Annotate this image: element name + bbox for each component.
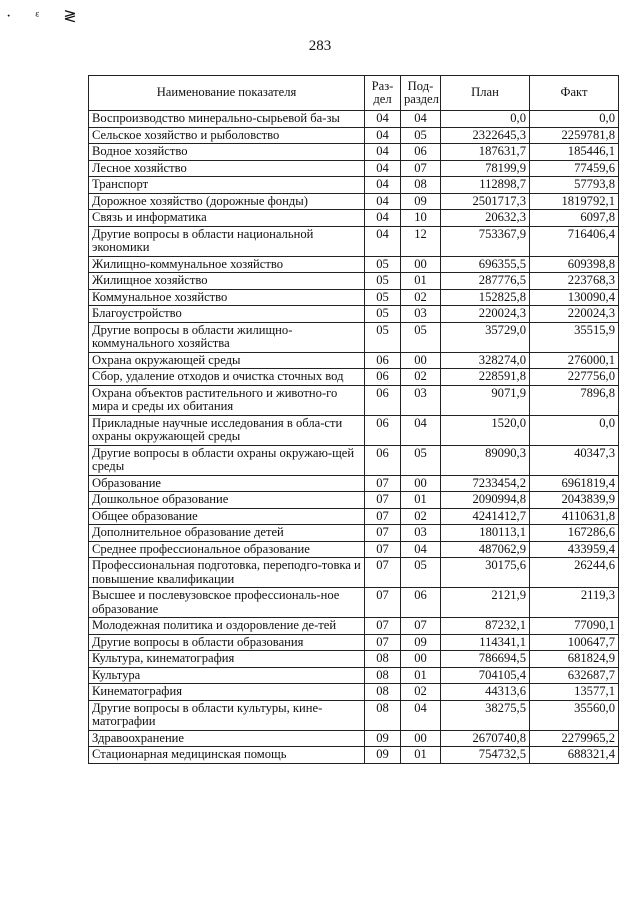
row-fakt: 681824,9: [530, 651, 619, 668]
row-podrazdel: 10: [401, 210, 441, 227]
row-name: Воспроизводство минерально-сырьевой ба-зы: [89, 111, 365, 128]
row-name: Другие вопросы в области жилищно-коммунального хозяйства: [89, 322, 365, 352]
row-razdel: 07: [365, 508, 401, 525]
row-podrazdel: 08: [401, 177, 441, 194]
table-row: [89, 193, 619, 210]
header-fakt: Факт: [530, 76, 619, 111]
row-name: Охрана объектов растительного и животно-го мира и среды их обитания: [89, 385, 365, 415]
row-name: Культура, кинематография: [89, 651, 365, 668]
row-fakt: 77090,1: [530, 618, 619, 635]
row-plan: 7233454,2: [441, 475, 530, 492]
row-plan: 87232,1: [441, 618, 530, 635]
row-plan: 44313,6: [441, 684, 530, 701]
row-razdel: 04: [365, 177, 401, 194]
row-name: Другие вопросы в области образования: [89, 634, 365, 651]
row-razdel: 05: [365, 256, 401, 273]
row-fakt: 433959,4: [530, 541, 619, 558]
row-podrazdel: 00: [401, 475, 441, 492]
row-razdel: 04: [365, 144, 401, 161]
row-plan: 2090994,8: [441, 492, 530, 509]
table-row: [89, 475, 619, 492]
row-razdel: 04: [365, 160, 401, 177]
row-name: Другие вопросы в области национальной экономики: [89, 226, 365, 256]
row-plan: 112898,7: [441, 177, 530, 194]
row-razdel: 04: [365, 193, 401, 210]
row-razdel: 08: [365, 667, 401, 684]
table-row: [89, 226, 619, 256]
table-row: [89, 541, 619, 558]
table-row: [89, 160, 619, 177]
row-razdel: 05: [365, 306, 401, 323]
row-podrazdel: 02: [401, 684, 441, 701]
row-fakt: 609398,8: [530, 256, 619, 273]
table-row: [89, 747, 619, 764]
table-row: [89, 385, 619, 415]
row-plan: 180113,1: [441, 525, 530, 542]
row-razdel: 07: [365, 558, 401, 588]
page-number: 283: [308, 38, 332, 54]
row-name: Коммунальное хозяйство: [89, 289, 365, 306]
table-row: [89, 525, 619, 542]
budget-table: [88, 75, 619, 764]
table-row: [89, 111, 619, 128]
row-razdel: 07: [365, 588, 401, 618]
row-plan: 220024,3: [441, 306, 530, 323]
table-row: [89, 127, 619, 144]
row-name: Культура: [89, 667, 365, 684]
row-name: Здравоохранение: [89, 730, 365, 747]
row-podrazdel: 04: [401, 541, 441, 558]
row-fakt: 0,0: [530, 111, 619, 128]
table-row: [89, 415, 619, 445]
table-row: [89, 144, 619, 161]
row-name: Другие вопросы в области культуры, кине-матографии: [89, 700, 365, 730]
row-fakt: 13577,1: [530, 684, 619, 701]
table-row: [89, 508, 619, 525]
table-row: [89, 651, 619, 668]
table-body: [89, 111, 619, 764]
row-fakt: 2043839,9: [530, 492, 619, 509]
row-fakt: 7896,8: [530, 385, 619, 415]
row-plan: 487062,9: [441, 541, 530, 558]
row-fakt: 2259781,8: [530, 127, 619, 144]
row-name: Высшее и послевузовское профессиональ-ное образование: [89, 588, 365, 618]
row-fakt: 688321,4: [530, 747, 619, 764]
row-fakt: 4110631,8: [530, 508, 619, 525]
row-name: Профессиональная подготовка, переподго-товка и повышение квалификации: [89, 558, 365, 588]
row-podrazdel: 04: [401, 415, 441, 445]
row-razdel: 07: [365, 541, 401, 558]
row-fakt: 223768,3: [530, 273, 619, 290]
table-row: [89, 618, 619, 635]
table-row: [89, 558, 619, 588]
table-row: [89, 667, 619, 684]
table-row: [89, 273, 619, 290]
table-row: [89, 445, 619, 475]
row-plan: 20632,3: [441, 210, 530, 227]
row-podrazdel: 09: [401, 193, 441, 210]
row-name: Кинематография: [89, 684, 365, 701]
row-razdel: 06: [365, 369, 401, 386]
header-plan: План: [441, 76, 530, 111]
row-name: Благоустройство: [89, 306, 365, 323]
row-plan: 2121,9: [441, 588, 530, 618]
row-fakt: 0,0: [530, 415, 619, 445]
row-plan: 9071,9: [441, 385, 530, 415]
row-fakt: 1819792,1: [530, 193, 619, 210]
row-plan: 35729,0: [441, 322, 530, 352]
row-plan: 754732,5: [441, 747, 530, 764]
row-podrazdel: 06: [401, 144, 441, 161]
row-plan: 152825,8: [441, 289, 530, 306]
table-row: [89, 700, 619, 730]
row-plan: 187631,7: [441, 144, 530, 161]
table-row: [89, 684, 619, 701]
row-fakt: 276000,1: [530, 352, 619, 369]
row-fakt: 716406,4: [530, 226, 619, 256]
row-razdel: 04: [365, 226, 401, 256]
row-razdel: 08: [365, 700, 401, 730]
header-name: Наименование показателя: [89, 76, 365, 111]
row-razdel: 07: [365, 634, 401, 651]
row-plan: 30175,6: [441, 558, 530, 588]
row-plan: 696355,5: [441, 256, 530, 273]
row-podrazdel: 07: [401, 618, 441, 635]
row-name: Жилищно-коммунальное хозяйство: [89, 256, 365, 273]
row-name: Сельское хозяйство и рыболовство: [89, 127, 365, 144]
row-plan: 38275,5: [441, 700, 530, 730]
row-fakt: 100647,7: [530, 634, 619, 651]
row-name: Общее образование: [89, 508, 365, 525]
row-podrazdel: 09: [401, 634, 441, 651]
table-row: [89, 352, 619, 369]
row-podrazdel: 02: [401, 369, 441, 386]
row-plan: 89090,3: [441, 445, 530, 475]
row-podrazdel: 05: [401, 127, 441, 144]
row-name: Другие вопросы в области охраны окружаю-щей среды: [89, 445, 365, 475]
row-razdel: 06: [365, 415, 401, 445]
row-podrazdel: 06: [401, 588, 441, 618]
row-podrazdel: 00: [401, 352, 441, 369]
row-razdel: 05: [365, 273, 401, 290]
row-fakt: 57793,8: [530, 177, 619, 194]
row-plan: 114341,1: [441, 634, 530, 651]
row-podrazdel: 02: [401, 289, 441, 306]
row-podrazdel: 02: [401, 508, 441, 525]
table-row: [89, 177, 619, 194]
row-razdel: 07: [365, 618, 401, 635]
row-name: Дорожное хозяйство (дорожные фонды): [89, 193, 365, 210]
row-name: Дополнительное образование детей: [89, 525, 365, 542]
row-podrazdel: 07: [401, 160, 441, 177]
row-razdel: 07: [365, 525, 401, 542]
row-name: Прикладные научные исследования в обла-сти охраны окружающей среды: [89, 415, 365, 445]
row-fakt: 6097,8: [530, 210, 619, 227]
table-row: [89, 369, 619, 386]
row-name: Водное хозяйство: [89, 144, 365, 161]
row-plan: 704105,4: [441, 667, 530, 684]
row-razdel: 09: [365, 730, 401, 747]
row-podrazdel: 04: [401, 700, 441, 730]
row-fakt: 6961819,4: [530, 475, 619, 492]
row-name: Лесное хозяйство: [89, 160, 365, 177]
row-podrazdel: 03: [401, 385, 441, 415]
row-razdel: 06: [365, 352, 401, 369]
row-name: Молодежная политика и оздоровление де-тей: [89, 618, 365, 635]
table-row: [89, 322, 619, 352]
row-podrazdel: 05: [401, 322, 441, 352]
row-podrazdel: 03: [401, 306, 441, 323]
row-fakt: 35560,0: [530, 700, 619, 730]
row-name: Транспорт: [89, 177, 365, 194]
row-razdel: 06: [365, 445, 401, 475]
row-fakt: 632687,7: [530, 667, 619, 684]
row-razdel: 05: [365, 322, 401, 352]
row-razdel: 04: [365, 210, 401, 227]
row-name: Связь и информатика: [89, 210, 365, 227]
row-podrazdel: 12: [401, 226, 441, 256]
table-row: [89, 210, 619, 227]
row-podrazdel: 01: [401, 667, 441, 684]
row-podrazdel: 05: [401, 558, 441, 588]
row-podrazdel: 01: [401, 747, 441, 764]
row-name: Жилищное хозяйство: [89, 273, 365, 290]
table-header-row: [89, 76, 619, 111]
row-razdel: 09: [365, 747, 401, 764]
row-razdel: 06: [365, 385, 401, 415]
row-plan: 753367,9: [441, 226, 530, 256]
table-row: [89, 289, 619, 306]
row-plan: 287776,5: [441, 273, 530, 290]
row-name: Среднее профессиональное образование: [89, 541, 365, 558]
row-razdel: 08: [365, 684, 401, 701]
row-name: Образование: [89, 475, 365, 492]
row-podrazdel: 05: [401, 445, 441, 475]
row-podrazdel: 04: [401, 111, 441, 128]
row-fakt: 77459,6: [530, 160, 619, 177]
table-row: [89, 634, 619, 651]
row-podrazdel: 01: [401, 492, 441, 509]
row-plan: 2501717,3: [441, 193, 530, 210]
row-fakt: 227756,0: [530, 369, 619, 386]
row-fakt: 26244,6: [530, 558, 619, 588]
row-plan: 2322645,3: [441, 127, 530, 144]
row-podrazdel: 03: [401, 525, 441, 542]
row-fakt: 40347,3: [530, 445, 619, 475]
row-razdel: 04: [365, 111, 401, 128]
row-plan: 78199,9: [441, 160, 530, 177]
table-row: [89, 306, 619, 323]
table-row: [89, 588, 619, 618]
header-podrazdel: Под-раздел: [401, 76, 441, 111]
table-row: [89, 256, 619, 273]
row-name: Дошкольное образование: [89, 492, 365, 509]
row-plan: 786694,5: [441, 651, 530, 668]
row-podrazdel: 00: [401, 256, 441, 273]
row-razdel: 05: [365, 289, 401, 306]
row-plan: 2670740,8: [441, 730, 530, 747]
header-razdel: Раз-дел: [365, 76, 401, 111]
row-razdel: 08: [365, 651, 401, 668]
scan-marks: · ᵋ ≷: [6, 8, 87, 25]
row-plan: 1520,0: [441, 415, 530, 445]
row-razdel: 07: [365, 475, 401, 492]
row-fakt: 130090,4: [530, 289, 619, 306]
row-name: Стационарная медицинская помощь: [89, 747, 365, 764]
row-razdel: 07: [365, 492, 401, 509]
table-row: [89, 730, 619, 747]
row-plan: 328274,0: [441, 352, 530, 369]
row-name: Охрана окружающей среды: [89, 352, 365, 369]
row-podrazdel: 00: [401, 730, 441, 747]
row-fakt: 185446,1: [530, 144, 619, 161]
row-name: Сбор, удаление отходов и очистка сточных вод: [89, 369, 365, 386]
row-razdel: 04: [365, 127, 401, 144]
row-fakt: 2279965,2: [530, 730, 619, 747]
row-podrazdel: 01: [401, 273, 441, 290]
row-fakt: 2119,3: [530, 588, 619, 618]
row-fakt: 220024,3: [530, 306, 619, 323]
table-row: [89, 492, 619, 509]
row-plan: 0,0: [441, 111, 530, 128]
row-plan: 228591,8: [441, 369, 530, 386]
row-podrazdel: 00: [401, 651, 441, 668]
row-plan: 4241412,7: [441, 508, 530, 525]
row-fakt: 167286,6: [530, 525, 619, 542]
row-fakt: 35515,9: [530, 322, 619, 352]
